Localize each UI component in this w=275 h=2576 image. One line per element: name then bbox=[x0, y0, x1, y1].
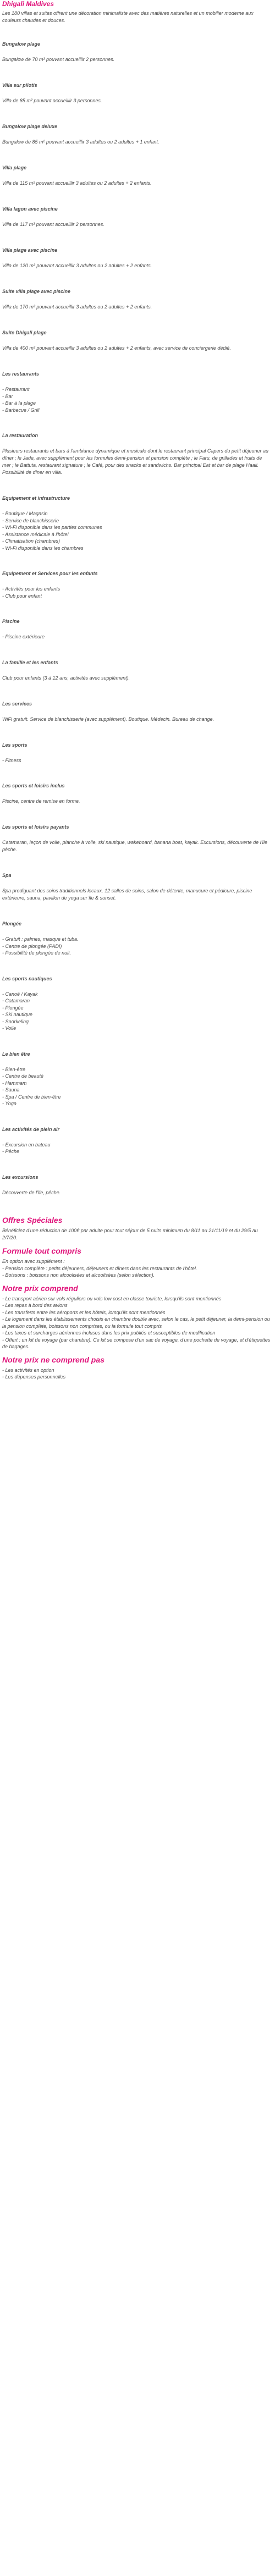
offres-section bbox=[2, 1215, 271, 1242]
section-title: Les services bbox=[2, 700, 32, 707]
list-item: - Restaurant bbox=[2, 386, 271, 393]
list-item: - Les repas à bord des avions bbox=[2, 1302, 271, 1309]
section-text: Plusieurs restaurants et bars à l'ambiance dynamique et musicale dont le restaurant principal Capers du petit déjeuner au dîner ; le Jade, avec supplément pour les formules demi-pension et pension complète ; le Faru, de grillades et fruits de mer ; le Battuta, restaurant signature ; le Café, pour des snacks et sandwichs. Bar principal Eat et bar de plage Haali. Possibilité de dîner en villa. bbox=[2, 448, 268, 475]
room-block bbox=[2, 164, 271, 187]
sports-inclus-section bbox=[2, 782, 271, 805]
list-item: - Snorkeling bbox=[2, 1018, 271, 1025]
room-block bbox=[2, 288, 271, 311]
list-item: - Bien-être bbox=[2, 1066, 271, 1073]
room-desc: Villa de 117 m² pouvant accueillir 2 personnes. bbox=[2, 222, 105, 227]
formule-title: Formule tout compris bbox=[2, 1246, 81, 1255]
comprend-section bbox=[2, 1283, 271, 1350]
section-title: Les restaurants bbox=[2, 371, 40, 377]
list-item: - Hammam bbox=[2, 1080, 271, 1087]
room-desc: Villa de 170 m² pouvant accueillir 3 adultes ou 2 adultes + 2 enfants. bbox=[2, 304, 152, 310]
list-item: - Pension complète : petits déjeuners, déjeuners et dîners dans les restaurants de l'hôtel. bbox=[2, 1265, 271, 1272]
room-title: Bungalow plage bbox=[2, 41, 41, 47]
room-desc: Bungalow de 85 m² pouvant accueillir 3 adultes ou 2 adultes + 1 enfant. bbox=[2, 139, 160, 145]
section-text: WiFi gratuit. Service de blanchisserie (avec supplément). Boutique. Médecin. Bureau de change. bbox=[2, 716, 215, 722]
ne-comprend-list bbox=[2, 1367, 271, 1381]
excursions-section bbox=[2, 1174, 271, 1196]
list-item: - Offert : un kit de voyage (par chambre). Ce kit se compose d'un sac de voyage, d'une pochette de voyage, et d'étiquettes de bagages. bbox=[2, 1337, 271, 1350]
bien-etre-section bbox=[2, 1051, 271, 1107]
list-item: - Fitness bbox=[2, 757, 271, 764]
list-item: - Bar bbox=[2, 393, 271, 400]
section-title: Le bien être bbox=[2, 1051, 30, 1057]
room-desc: Bungalow de 70 m² pouvant accueillir 2 personnes. bbox=[2, 57, 115, 62]
list-item: - Les taxes et surcharges aériennes incluses dans les prix publiés et susceptibles de modification bbox=[2, 1330, 271, 1337]
equipement-list bbox=[2, 510, 271, 551]
list-item: - Plongée bbox=[2, 1005, 271, 1012]
comprend-title: Notre prix comprend bbox=[2, 1283, 78, 1293]
section-text: Catamaran, leçon de voile, planche à voile, ski nautique, wakeboard, banana boat, kayak. Excursions, découverte de l'île pêche. bbox=[2, 840, 268, 852]
section-title: Les sports et loisirs inclus bbox=[2, 783, 65, 788]
list-item: - Ski nautique bbox=[2, 1011, 271, 1018]
section-title: Piscine bbox=[2, 619, 20, 624]
room-desc: Villa de 115 m² pouvant accueillir 3 adultes ou 2 adultes + 2 enfants. bbox=[2, 180, 152, 186]
room-block bbox=[2, 41, 271, 63]
room-block bbox=[2, 247, 271, 269]
services-section bbox=[2, 700, 271, 723]
section-title: Les sports et loisirs payants bbox=[2, 824, 69, 830]
room-desc: Villa de 400 m² pouvant accueillir 3 adultes ou 2 adultes + 2 enfants, avec service de conciergerie dédié. bbox=[2, 345, 231, 351]
restaurants-list bbox=[2, 386, 271, 413]
room-title: Villa plage bbox=[2, 165, 27, 170]
list-item: - Activités pour les enfants bbox=[2, 586, 271, 593]
section-title: Les sports bbox=[2, 742, 28, 748]
plein-air-list bbox=[2, 1141, 271, 1155]
list-item: - Piscine extérieure bbox=[2, 633, 271, 641]
formule-list bbox=[2, 1265, 271, 1279]
room-block bbox=[2, 329, 271, 352]
enfants-section bbox=[2, 570, 271, 599]
section-title: Equipement et infrastructure bbox=[2, 495, 70, 501]
piscine-list bbox=[2, 633, 271, 641]
plongee-list bbox=[2, 936, 271, 957]
list-item: - Wi-Fi disponible dans les chambres bbox=[2, 545, 271, 552]
list-item: - Canoë / Kayak bbox=[2, 991, 271, 998]
rooms-list bbox=[2, 41, 271, 352]
sports-nautiques-list bbox=[2, 991, 271, 1032]
list-item: - Club pour enfant bbox=[2, 593, 271, 600]
list-item: - Boissons : boissons non alcoolisées et alcoolisées (selon sélection). bbox=[2, 1272, 271, 1279]
list-item: - Spa / Centre de bien-être bbox=[2, 1094, 271, 1101]
sports-nautiques-section bbox=[2, 975, 271, 1032]
offres-text: Bénéficiez d'une réduction de 100€ par adulte pour tout séjour de 5 nuits minimum du 8/11 au 21/11/19 et du 29/5 au 2/7/20. bbox=[2, 1227, 258, 1240]
room-title: Villa sur pilotis bbox=[2, 82, 37, 88]
formule-section bbox=[2, 1246, 271, 1279]
room-block bbox=[2, 82, 271, 104]
section-text: Club pour enfants (3 à 12 ans, activités avec supplément). bbox=[2, 675, 130, 681]
room-block bbox=[2, 206, 271, 228]
list-item: - Excursion en bateau bbox=[2, 1141, 271, 1149]
list-item: - Centre de plongée (PADI) bbox=[2, 943, 271, 950]
bien-etre-list bbox=[2, 1066, 271, 1107]
list-item: - Le logement dans les établissements choisis en chambre double avec, selon le cas, le petit déjeuner, la demi-pension ou la pension complète, boissons non comprises, ou la formule tout compris bbox=[2, 1316, 271, 1330]
piscine-section bbox=[2, 618, 271, 641]
room-desc: Villa de 120 m² pouvant accueillir 3 adultes ou 2 adultes + 2 enfants. bbox=[2, 263, 152, 268]
list-item: - Catamaran bbox=[2, 997, 271, 1005]
room-title: Bungalow plage deluxe bbox=[2, 124, 58, 129]
enfants-list bbox=[2, 586, 271, 599]
plein-air-section bbox=[2, 1126, 271, 1155]
list-item: - Gratuit : palmes, masque et tuba. bbox=[2, 936, 271, 943]
restaurants-section bbox=[2, 371, 271, 413]
section-title: Les excursions bbox=[2, 1174, 38, 1180]
page-title: Dhigali Maldives bbox=[2, 0, 54, 8]
spa-section bbox=[2, 872, 271, 902]
plongee-section bbox=[2, 920, 271, 957]
section-title: Equipement et Services pour les enfants bbox=[2, 571, 98, 576]
list-item: - Boutique / Magasin bbox=[2, 510, 271, 517]
comprend-list bbox=[2, 1295, 271, 1350]
offres-title: Offres Spéciales bbox=[2, 1215, 63, 1224]
room-title: Villa lagon avec piscine bbox=[2, 206, 58, 212]
list-item: - Climatisation (chambres) bbox=[2, 538, 271, 545]
list-item: - Les activités en option bbox=[2, 1367, 271, 1374]
section-title: Plongée bbox=[2, 921, 22, 926]
list-item: - Sauna bbox=[2, 1086, 271, 1094]
equipement-section bbox=[2, 495, 271, 551]
room-title: Suite villa plage avec piscine bbox=[2, 289, 71, 294]
list-item: - Voile bbox=[2, 1025, 271, 1032]
list-item: - Service de blanchisserie bbox=[2, 517, 271, 525]
section-title: Les activités de plein air bbox=[2, 1126, 60, 1132]
room-block bbox=[2, 123, 271, 146]
restauration-section bbox=[2, 432, 271, 476]
sports-section bbox=[2, 742, 271, 764]
list-item: - Les dépenses personnelles bbox=[2, 1374, 271, 1381]
list-item: - Possibilité de plongée de nuit. bbox=[2, 950, 271, 957]
list-item: - Les transferts entre les aéroports et les hôtels, lorsqu'ils sont mentionnés bbox=[2, 1309, 271, 1316]
section-title: La restauration bbox=[2, 433, 38, 438]
famille-section bbox=[2, 659, 271, 682]
list-item: - Le transport aérien sur vols réguliers ou vols low cost en classe touriste, lorsqu'ils sont mentionnés bbox=[2, 1295, 271, 1303]
section-text: Spa prodiguant des soins traditionnels locaux. 12 salles de soins, salon de détente, manucure et pédicure, piscine extérieure, sauna, pavillon de yoga sur île & sunset. bbox=[2, 888, 252, 901]
sports-payants-section bbox=[2, 824, 271, 853]
section-title: Spa bbox=[2, 873, 12, 878]
list-item: - Barbecue / Grill bbox=[2, 407, 271, 414]
ne-comprend-title: Notre prix ne comprend pas bbox=[2, 1355, 105, 1364]
room-title: Villa plage avec piscine bbox=[2, 247, 58, 253]
intro-text: Les 180 villas et suites offrent une décoration minimaliste avec des matières naturelles et un mobilier moderne aux couleurs chaudes et douces. bbox=[2, 10, 254, 23]
section-text: Découverte de l'île, pêche. bbox=[2, 1189, 61, 1195]
sports-list bbox=[2, 757, 271, 764]
list-item: - Pêche bbox=[2, 1148, 271, 1155]
section-title: Les sports nautiques bbox=[2, 975, 52, 981]
list-item: - Bar à la plage bbox=[2, 400, 271, 407]
section-title: La famille et les enfants bbox=[2, 659, 58, 665]
section-text: Piscine, centre de remise en forme. bbox=[2, 798, 80, 804]
list-item: - Assistance médicale à l'hôtel bbox=[2, 531, 271, 538]
ne-comprend-section bbox=[2, 1355, 271, 1381]
formule-text: En option avec supplément : bbox=[2, 1258, 65, 1264]
room-title: Suite Dhigali plage bbox=[2, 330, 47, 335]
list-item: - Centre de beauté bbox=[2, 1073, 271, 1080]
list-item: - Wi-Fi disponible dans les parties communes bbox=[2, 524, 271, 531]
room-desc: Villa de 85 m² pouvant accueillir 3 personnes. bbox=[2, 98, 102, 103]
list-item: - Yoga bbox=[2, 1100, 271, 1107]
